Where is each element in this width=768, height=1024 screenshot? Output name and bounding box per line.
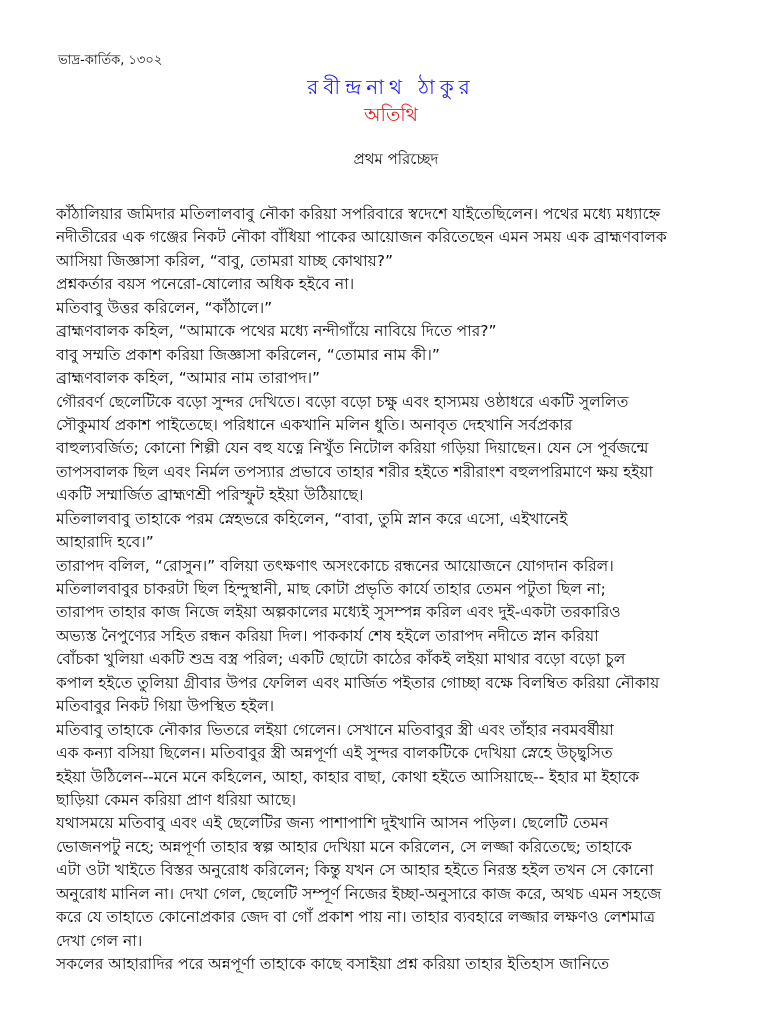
text-line: মতিলালবাবুর চাকরটা ছিল হিন্দুস্থানী, মাছ কোটা প্রভৃতি কার্যে তাহার তেমন পটুতা ছিল না;: [56, 580, 606, 598]
text-line: বাহুল্যবর্জিত; কোনো শিল্পী যেন বহু যত্নে নিখুঁত নিটোল করিয়া গড়িয়া দিয়াছেন। যেন সে পূর্বজন্মে: [56, 439, 649, 458]
text-line: মতিবাবুর নিকট গিয়া উপস্থিত হইল।: [56, 697, 275, 716]
text-line: ব্রাহ্মণবালক কহিল, “আমাকে পথের মধ্যে নন্দীগাঁয়ে নাবিয়ে দিতে পার?”: [56, 322, 497, 341]
text-line: যথাসময়ে মতিবাবু এবং এই ছেলেটির জন্য পাশাপাশি দুইখানি আসন পড়িল। ছেলেটি তেমন: [56, 814, 609, 833]
text-line: কাঁঠালিয়ার জমিদার মতিলালবাবু নৌকা করিয়া সপরিবারে স্বদেশে যাইতেছিলেন। পথের মধ্যে মধ্যাহ্নে: [56, 205, 661, 223]
text-line: তারাপদ বলিল, “রোসুন।” বলিয়া তৎক্ষণাৎ অসংকোচে রন্ধনের আয়োজনে যোগদান করিল।: [56, 556, 614, 575]
text-line: সকলের আহারাদির পরে অন্নপূর্ণা তাহাকে কাছে বসাইয়া প্রশ্ন করিয়া তাহার ইতিহাস জানিতে: [56, 955, 610, 973]
text-line: হইয়া উঠিলেন--মনে মনে কহিলেন, আহা, কাহার বাছা, কোথা হইতে আসিয়াছে-- ইহার মা ইহাকে: [56, 767, 640, 786]
text-line: নদীতীরের এক গঞ্জের নিকট নৌকা বাঁধিয়া পাকের আয়োজন করিতেছেন এমন সময় এক ব্রাহ্মণবালক: [56, 228, 667, 247]
text-line: তারাপদ তাহার কাজ নিজে লইয়া অল্পকালের মধ্যেই সুসম্পন্ন করিল এবং দুই-একটা তরকারিও: [56, 603, 621, 622]
text-line: কপাল হইতে তুলিয়া গ্রীবার উপর ফেলিল এবং মার্জিত পইতার গোচ্ছা বক্ষে বিলম্বিত করিয়া নৌকায়: [56, 673, 660, 692]
text-line: এটা ওটা খাইতে বিস্তর অনুরোধ করিলেন; কিন্তু যখন সে আহার হইতে নিরস্ত হইল তখন সে কোনো: [56, 861, 654, 880]
text-line: মতিবাবু উত্তর করিলেন, “কাঁঠালে।”: [56, 298, 273, 317]
text-line: মতিবাবু তাহাকে নৌকার ভিতরে লইয়া গেলেন। সেখানে মতিবাবুর স্ত্রী এবং তাঁহার নবমবর্ষীয়া: [56, 720, 614, 739]
publication-date: ভাদ্র-কার্তিক, ১৩০২: [58, 53, 163, 68]
text-line: আহারাদি হবে।”: [56, 533, 154, 552]
story-body: [56, 203, 756, 976]
text-line: করে যে তাহাতে কোনোপ্রকার জেদ বা গোঁ প্রকাশ পায় না। তাহার ব্যবহারে লজ্জার লক্ষণও লেশমাত্র: [56, 908, 655, 927]
text-line: অনুরোধ মানিল না। দেখা গেল, ছেলেটি সম্পূর্ণ নিজের ইচ্ছা-অনুসারে কাজ করে, অথচ এমন সহজে: [56, 884, 662, 903]
text-line: তাপসবালক ছিল এবং নির্মল তপস্যার প্রভাবে তাহার শরীর হইতে শরীরাংশ বহুলপরিমাণে ক্ষয় হইয়া: [56, 462, 653, 481]
text-line: মতিলালবাবু তাহাকে পরম স্নেহভরে কহিলেন, “বাবা, তুমি স্নান করে এসো, এইখানেই: [56, 509, 568, 528]
text-line: একটি সম্মার্জিত ব্রাহ্মণশ্রী পরিস্ফুট হইয়া উঠিয়াছে।: [56, 486, 364, 505]
text-line: বাবু সম্মতি প্রকাশ করিয়া জিজ্ঞাসা করিলেন, “তোমার নাম কী।”: [56, 345, 440, 364]
text-line: ছাড়িয়া কেমন করিয়া প্রাণ ধরিয়া আছে।: [56, 790, 297, 809]
text-line: এক কন্যা বসিয়া ছিলেন। মতিবাবুর স্ত্রী অন্নপূর্ণা এই সুন্দর বালকটিকে দেখিয়া স্নেহে উচ্ছ্বসিত: [56, 744, 613, 763]
text-line: দেখা গেল না।: [56, 931, 143, 950]
author-name: রবীন্দ্রনাথ ঠাকুর: [307, 75, 475, 99]
text-line: গৌরবর্ণ ছেলেটিকে বড়ো সুন্দর দেখিতে। বড়ো বড়ো চক্ষু এবং হাস্যময় ওষ্ঠাধরে একটি সুললিত: [56, 392, 629, 411]
story-title: অতিথি: [364, 104, 418, 126]
text-line: অভ্যস্ত নৈপুণ্যের সহিত রন্ধন করিয়া দিল। পাককার্য শেষ হইলে তারাপদ নদীতে স্নান করিয়া: [56, 626, 599, 645]
text-line: বোঁচকা খুলিয়া একটি শুভ্র বস্ত্র পরিল; একটি ছোটো কাঠের কাঁকই লইয়া মাথার বড়ো বড়ো চুল: [56, 650, 626, 669]
text-line: সৌকুমার্য প্রকাশ পাইতেছে। পরিধানে একখানি মলিন ধুতি। অনাবৃত দেহখানি সর্বপ্রকার: [56, 415, 573, 434]
text-line: ব্রাহ্মণবালক কহিল, “আমার নাম তারাপদ।”: [56, 369, 321, 388]
chapter-heading: প্রথম পরিচ্ছেদ: [353, 150, 439, 168]
text-line: ভোজনপটু নহে; অন্নপূর্ণা তাহার স্বল্প আহার দেখিয়া মনে করিলেন, সে লজ্জা করিতেছে; তাহাকে: [56, 837, 632, 856]
text-line: আসিয়া জিজ্ঞাসা করিল, “বাবু, তোমরা যাচ্ছ কোথায়?”: [56, 251, 393, 270]
text-line: প্রশ্নকর্তার বয়স পনেরো-ষোলোর অধিক হইবে না।: [56, 275, 355, 294]
